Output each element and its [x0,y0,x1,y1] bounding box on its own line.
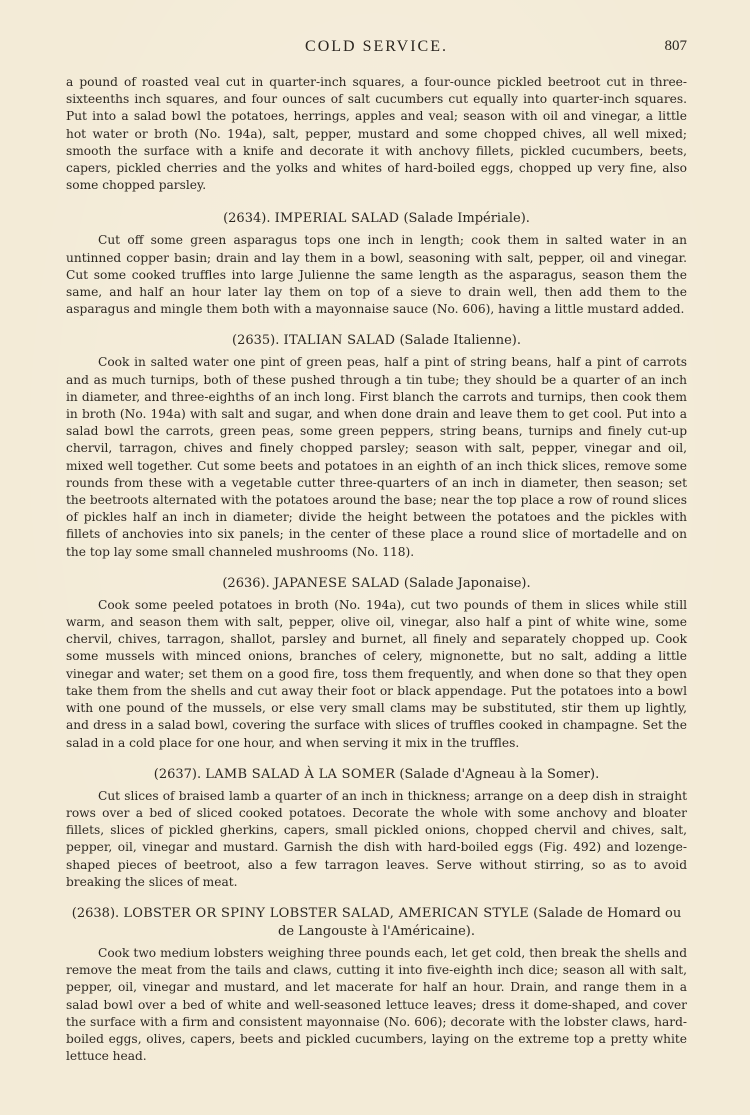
recipe-french-name: (Salade Italienne). [399,333,521,349]
recipe-french-name: (Salade d'Agneau à la Somer). [399,766,600,782]
page-header [66,38,687,60]
recipe-text: Cook two medium lobsters weighing three pounds each, let get cold, then break the shells and remove the meat from the tails and claws, cutting it into five-eighth inch dice; season all with salt, pepper, oil, vinegar and mustard, and let macerate for half an hour. Drain, and range them in a salad bowl over a bed of white and well-seasoned lettuce leaves; dress it dome-shaped, and cover the surface with a firm and consistent mayonnaise (No. 606); decorate with the lobster claws, hard-boiled eggs, olives, capers, beets and pickled cucumbers, laying on the extreme top a pretty white lettuce head. [66,945,687,1064]
recipe-name: ITALIAN SALAD [283,333,396,349]
recipe-number: (2636). [222,575,270,591]
recipe-text: Cut off some green asparagus tops one inch in length; cook them in salted water in an untinned copper basin; drain and lay them in a bowl, seasoning with salt, pepper, oil and vinegar. Cut some cooked truffles into large Julienne the same length as the asparagus, season them the same, and half an hour later lay them on top of a sieve to drain well, then add them to the asparagus and mingle them both with a mayonnaise sauce (No. 606), having a little mustard added. [66,233,687,317]
recipe-name: JAPANESE SALAD [273,575,400,591]
recipe-text: Cut slices of braised lamb a quarter of an inch in thickness; arrange on a deep dish in straight rows over a bed of sliced cooked potatoes. Decorate the whole with some anchovy and bloater fillets, slices of pickled gherkins, capers, small pickled onions, chopped chervil and chives, salt, pepper, oil, vinegar and mustard. Garnish the dish with hard-boiled eggs (Fig. 492) and lozenge-shaped pieces of beetroot, also a few tarragon leaves. Serve without stirring, so as to avoid breaking the slices of meat. [66,788,687,889]
recipe-name: IMPERIAL SALAD [274,211,400,227]
recipe-name: LAMB SALAD À LA SOMER [205,766,396,782]
recipe-french-name: (Salade de Homard ou de Langouste à l'Américaine). [278,905,682,939]
intro-paragraph: a pound of roasted veal cut in quarter-inch squares, a four-ounce pickled beetroot cut in three-sixteenths inch squares, and four ounces of salt cucumbers cut equally into quarter-inch squares. Put into a salad bowl the potatoes, herrings, apples and veal; season with oil and vinegar, a little hot water or broth (No. 194a), salt, pepper, mustard and some chopped chives, all well mixed; smooth the surface with a knife and decorate it with anchovy fillets, pickled cucumbers, beets, capers, pickled cherries and the yolks and whites of hard-boiled eggs, chopped up very fine, also some chopped parsley. [66,75,687,193]
recipe-title [66,575,687,593]
page-number: 807 [664,38,687,54]
recipe-number: (2637). [153,766,202,782]
recipe-french-name: (Salade Impériale). [403,211,530,227]
recipe-text: Cook some peeled potatoes in broth (No. 194a), cut two pounds of them in slices while still warm, and season them with salt, pepper, olive oil, vinegar, also half a pint of white wine, some chervil, chives, tarragon, shallot, parsley and burnet, all finely and separately chopped up. Cook some mussels with minced onions, branches of celery, mignonette, but no salt, adding a little vinegar and water; set them on a good fire, toss them frequently, and when done so that they open take them from the shells and cut away their foot or black appendage. Put the potatoes into a bowl with one pound of the mussels, or else very small clams may be substituted, stir them up lightly, and dress in a salad bowl, covering the surface with slices of truffles cooked in champagne. Set the salad in a cold place for one hour, and when serving it mix in the truffles. [66,597,687,750]
recipe-number: (2634). [223,211,271,227]
recipe-title [66,766,687,784]
recipe-number: (2638). [71,905,120,921]
running-head: COLD SERVICE. [305,38,448,55]
recipe-title [66,332,687,350]
recipe-number: (2635). [232,333,280,349]
recipe-french-name: (Salade Japonaise). [403,575,531,591]
recipe-name: LOBSTER OR SPINY LOBSTER SALAD, AMERICAN STYLE [123,905,530,921]
recipe-text: Cook in salted water one pint of green peas, half a pint of string beans, half a pint of carrots and as much turnips, both of these pushed through a tin tube; they should be a quarter of an inch in diameter, and three-eighths of an inch long. First blanch the carrots and turnips, then cook them in broth (No. 194a) with salt and sugar, and when done drain and leave them to get cool. Put into a salad bowl the carrots, green peas, some green peppers, string beans, turnips and finely cut-up chervil, tarragon, chives and finely chopped parsley; season with salt, pepper, vinegar and oil, mixed well together. Cut some beets and potatoes in an eighth of an inch thick slices, remove some rounds from these with a vegetable cutter three-quarters of an inch in diameter, then season; set the beetroots alternated with the potatoes around the base; near the top place a row of round slices of pickles half an inch in diameter; divide the height between the potatoes and the pickles with fillets of anchovies into six panels; in the center of these place a round slice of mortadelle and on the top lay some small channeled mushrooms (No. 118). [66,355,687,559]
recipe-title [66,905,687,941]
recipe-title [66,210,687,228]
